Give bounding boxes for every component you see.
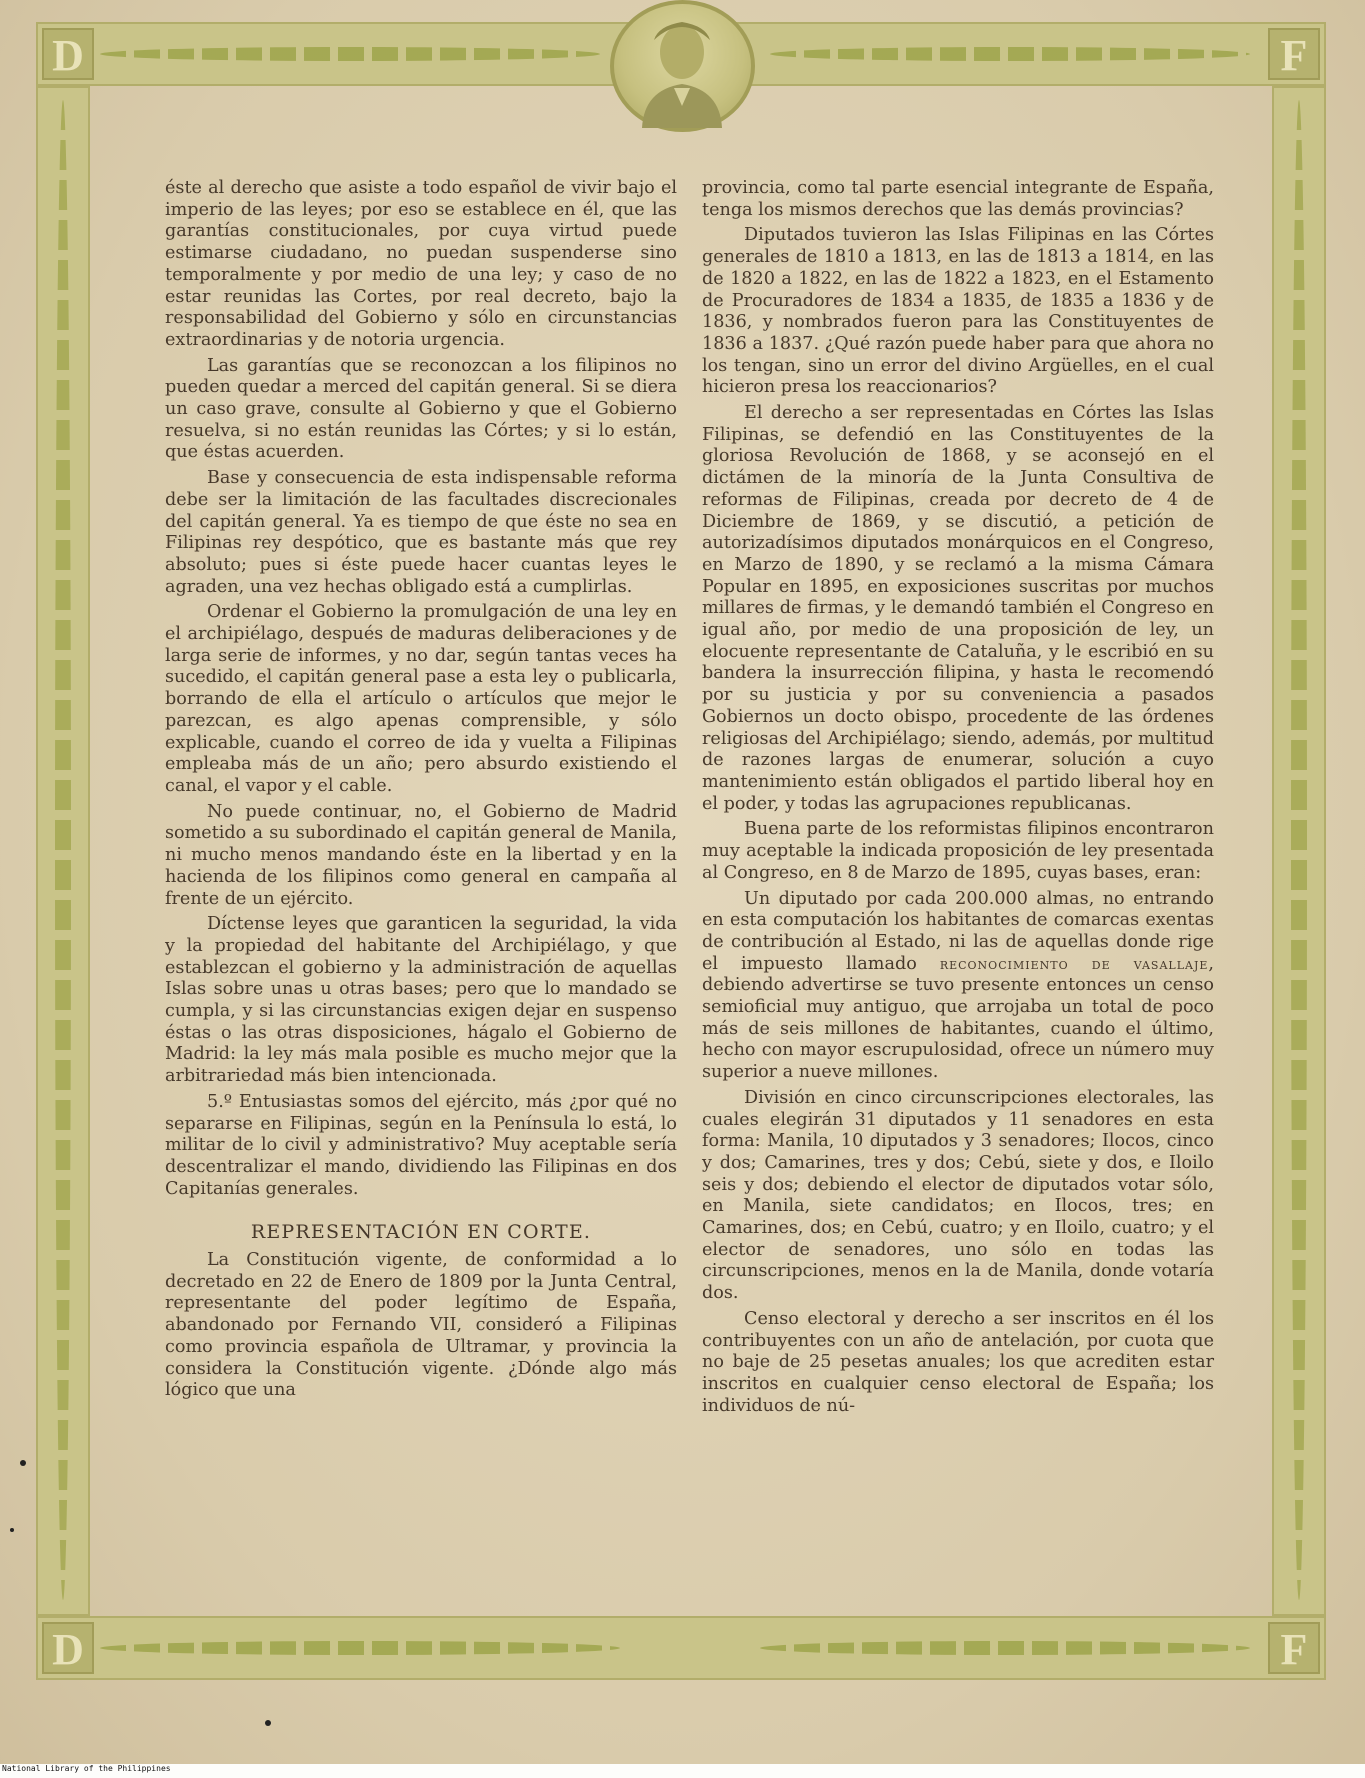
smallcaps-term: reconocimiento de vasallaje (939, 954, 1209, 973)
library-credit: National Library of the Philippines (2, 1764, 171, 1773)
paragraph: Ordenar el Gobierno la promulgación de una ley en el archipiélago, después de maduras deliberaciones y de larga serie de informes, y no dar, según tantas veces ha sucedido, el capitán general pase a esta ley o publicarla, borrando de ella el artículo o artículos que mejor le parezcan, es algo apenas comprensible, y sólo explicable, cuando el correo de ida y vuelta a Filipinas empleaba más de un año; pero absurdo existiendo el canal, el vapor y el cable. (165, 602, 677, 796)
paragraph: Buena parte de los reformistas filipinos encontraron muy aceptable la indicada proposición de ley presentada al Congreso, en 8 de Marzo de 1895, cuyas bases, eran: (702, 819, 1214, 883)
paragraph: éste al derecho que asiste a todo español de vivir bajo el imperio de las leyes; por eso se establece en él, que las garantías constitucionales, por cuya virtud puede estimarse ciudadano, no puedan suspenderse sino temporalmente y por medio de una ley; y caso de no estar reunidas las Cortes, por real decreto, bajo la responsabilidad del Gobierno y sólo en circunstancias extraordinarias y de notoria urgencia. (165, 178, 677, 350)
paragraph: provincia, como tal parte esencial integrante de España, tenga los mismos derechos que las demás provincias? (702, 178, 1214, 220)
paragraph: Base y consecuencia de esta indispensable reforma debe ser la limitación de las facultades discrecionales del capitán general. Ya es tiempo de que éste no sea en Filipinas rey despótico, que es bastante más que rey absoluto; pues si éste puede hacer cuantas leyes le agraden, una vez hechas obligado está a cumplirlas. (165, 468, 677, 597)
paragraph: 5.º Entusiastas somos del ejército, más ¿por qué no separarse en Filipinas, según en la Península lo está, lo militar de lo civil y administrativo? Muy aceptable sería descentralizar el mando, dividiendo las Filipinas en dos Capitanías generales. (165, 1091, 677, 1199)
laurel-leaves-bottom-right (760, 1641, 1250, 1655)
corner-letter-bottom-left: D (42, 1622, 94, 1674)
portrait-icon (614, 4, 751, 128)
paragraph (702, 889, 1214, 1084)
paragraph: División en cinco circunscripciones electorales, las cuales elegirán 31 diputados y 11 senadores en esta forma: Manila, 10 diputados y 3 senadores; Ilocos, cinco y dos; Camarines, tres y dos; Cebú, siete y dos, e Iloilo seis y dos; debiendo el elector de diputados votar sólo, en Manila, siete candidatos; en Ilocos, tres; en Camarines, dos; en Cebú, cuatro; y en Iloilo, cuatro; y el elector de senadores, uno sólo en todas las circunscripciones, menos en la de Manila, donde votaría dos. (702, 1087, 1214, 1304)
paragraph-text: Un diputado por cada 200.000 almas, no entrando en esta computación los habitantes de comarcas exentas de contribución al Estado, ni las de aquellas donde rige el impuesto llamado (702, 888, 1214, 974)
paragraph: Censo electoral y derecho a ser inscritos en él los contribuyentes con un año de antelación, por cuota que no baje de 25 pesetas anuales; los que acrediten estar inscritos en cualquier censo electoral de España; los individuos de nú- (702, 1308, 1214, 1416)
paragraph: No puede continuar, no, el Gobierno de Madrid sometido a su subordinado el capitán general de Manila, ni mucho menos mandando éste en la libertad y en la hacienda de los filipinos como general en campaña al frente de un ejército. (165, 801, 677, 909)
scan-dot (20, 1460, 26, 1466)
laurel-leaves-right (1291, 100, 1307, 1600)
corner-letter-top-left: D (42, 28, 94, 80)
scan-dot (10, 1528, 14, 1532)
laurel-leaves-left (55, 100, 71, 1600)
laurel-leaves-bottom-left (100, 1641, 620, 1655)
left-text-column (165, 178, 677, 1406)
section-heading: REPRESENTACIÓN EN CORTE. (250, 1221, 592, 1244)
paragraph: Diputados tuvieron las Islas Filipinas en las Córtes generales de 1810 a 1813, en las de 1813 a 1814, en las de 1820 a 1822, en las de 1822 a 1823, en el Estamento de Procuradores de 1834 a 1835, de 1835 a 1836 y de 1836, y nombrados fueron para las Constituyentes de 1836 a 1837. ¿Qué razón puede haber para que ahora no los tengan, sino un error del divino Argüelles, en el cual hicieron presa los reaccionarios? (702, 225, 1214, 398)
corner-letter-bottom-right: F (1268, 1622, 1320, 1674)
laurel-leaves-top-right (770, 47, 1250, 61)
paragraph: El derecho a ser representadas en Córtes las Islas Filipinas, se defendió en las Constituyentes de la gloriosa Revolución de 1868, y se aconsejó en el dictámen de la minoría de la Junta Consultiva de reformas de Filipinas, creada por decreto de 4 de Diciembre de 1869, y se discutió, a petición de autorizadísimos diputados monárquicos en el Congreso, en Marzo de 1890, y se reclamó a la misma Cámara Popular en 1895, en exposiciones suscritas por muchos millares de firmas, y le demandó también el Congreso en igual año, por medio de una proposición de ley, un elocuente representante de Cataluña, y le escribió en su bandera la insurrección filipina, y hasta le recomendó por su justicia y por su conveniencia a pasados Gobiernos un docto obispo, procedente de las órdenes religiosas del Archipiélago; siendo, además, por multitud de razones largas de enumerar, solución a cuyo mantenimiento están obligados el partido liberal hoy en el poder, y todas las agrupaciones republicanas. (702, 403, 1214, 814)
paragraph: Díctense leyes que garanticen la seguridad, la vida y la propiedad del habitante del Archipiélago, y que establezcan el gobierno y la administración de aquellas Islas sobre unas u otras bases; pero que lo mandado se cumpla, y si las circunstancias exigen dejar en suspenso éstas o las otras disposiciones, hágalo el Gobierno de Madrid: la ley más mala posible es mucho mejor que la arbitrariedad más bien intencionada. (165, 914, 677, 1087)
footer-strip (0, 1764, 1365, 1778)
laurel-leaves-top-left (100, 47, 600, 61)
right-text-column (702, 178, 1214, 1421)
paragraph: La Constitución vigente, de conformidad a lo decretado en 22 de Enero de 1809 por la Junta Central, representante del poder legítimo de España, abandonado por Fernando VII, consideró a Filipinas como provincia española de Ultramar, y provincia la considera la Constitución vigente. ¿Dónde algo más lógico que una (165, 1250, 677, 1401)
corner-letter-top-right: F (1268, 28, 1320, 80)
paragraph: Las garantías que se reconozcan a los filipinos no pueden quedar a merced del capitán general. Si se diera un caso grave, consulte al Gobierno y que el Gobierno resuelva, si no están reunidas las Córtes; y si lo están, que éstas acuerden. (165, 355, 677, 463)
portrait-medallion (610, 0, 755, 132)
scan-dot (265, 1720, 271, 1726)
paragraph-text: , debiendo advertirse se tuvo presente entonces un censo semioficial muy antiguo, que arrojaba un total de poco más de seis millones de habitantes, cuando el último, hecho con mayor escrupulosidad, ofrece un número muy superior a nueve millones. (702, 953, 1214, 1083)
